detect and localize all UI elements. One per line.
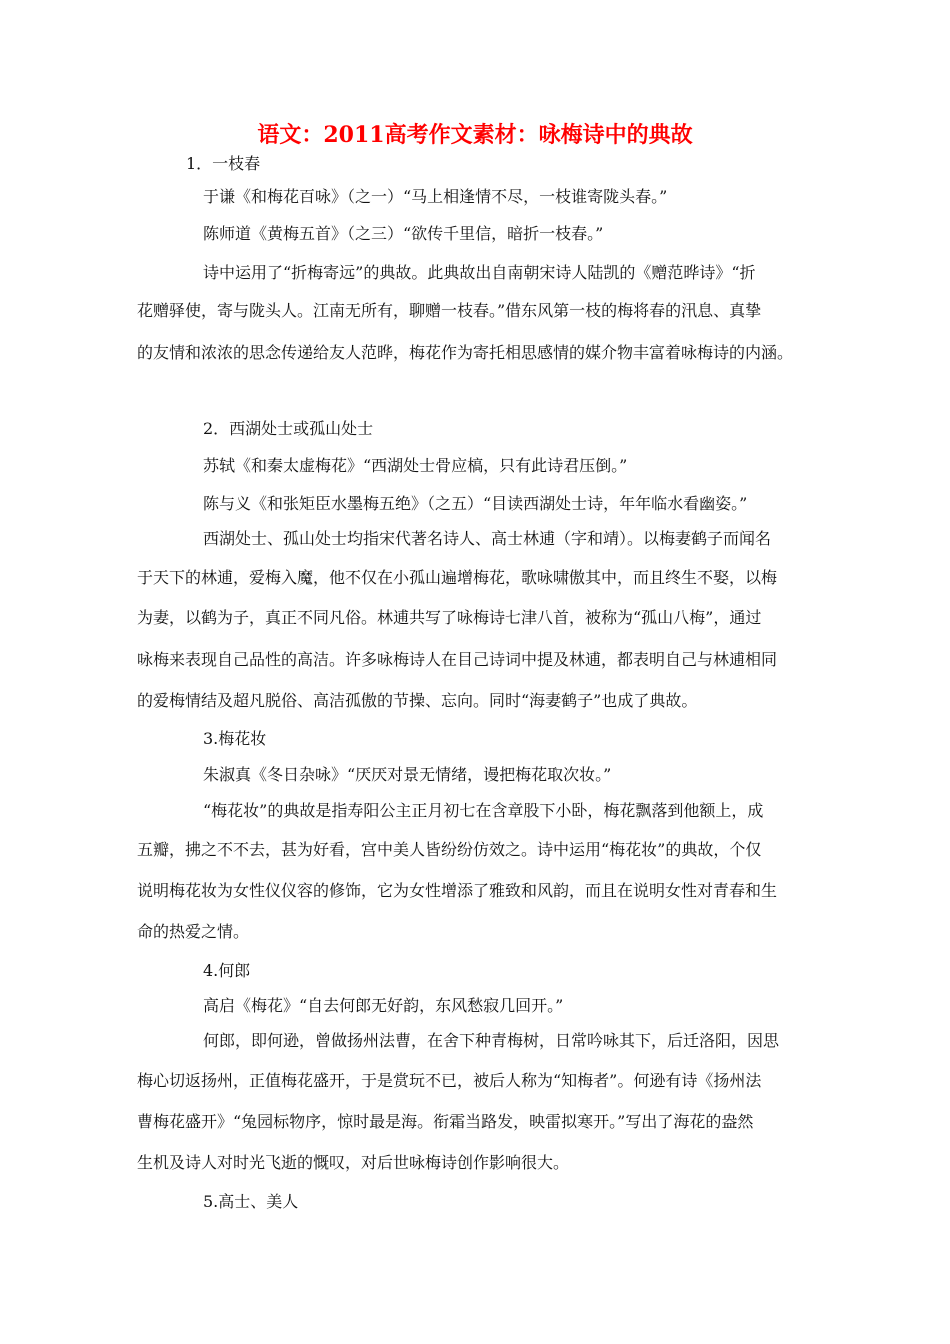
section-heading: 1．一枝春 <box>186 154 261 173</box>
explanation-line: 梅心切返扬州，正值梅花盛开，于是赏玩不已，被后人称为“知梅者”。何逊有诗《扬州法 <box>137 1071 762 1090</box>
explanation-line: 五瓣，拂之不不去，甚为好看，宫中美人皆纷纷仿效之。诗中运用“梅花妆”的典故，个仅 <box>137 840 762 859</box>
explanation-line: 生机及诗人对时光飞逝的慨叹，对后世咏梅诗创作影响很大。 <box>137 1153 570 1172</box>
section-heading: 5.高士、美人 <box>203 1192 299 1211</box>
explanation-line: 命的热爱之情。 <box>137 922 250 941</box>
poem-quote: 陈与义《和张矩臣水墨梅五绝》（之五）“目读西湖处士诗，年年临水看幽姿。” <box>203 494 748 513</box>
section-heading: 4.何郎 <box>203 961 251 980</box>
explanation-line: 花赠驿使，寄与陇头人。江南无所有，聊赠一枝春。”借东风第一枝的梅将春的汛息、真挚 <box>137 301 762 320</box>
poem-quote: 朱淑真《冬日杂咏》“厌厌对景无情绪，谩把梅花取次妆。” <box>203 765 612 784</box>
explanation-line: 说明梅花妆为女性仪仪容的修饰，它为女性增添了雅致和风韵，而且在说明女性对青春和生 <box>137 881 778 900</box>
explanation-line: 咏梅来表现自己品性的高洁。许多咏梅诗人在目己诗词中提及林逋，都表明自己与林逋相同 <box>137 650 778 669</box>
explanation-line: 的友情和浓浓的思念传递给友人范晔，梅花作为寄托相思感情的媒介物丰富着咏梅诗的内涵。 <box>137 343 794 362</box>
explanation-line: 诗中运用了“折梅寄远”的典故。此典故出自南朝宋诗人陆凯的《赠范晔诗》“折 <box>203 263 756 282</box>
explanation-line: 为妻，以鹤为子，真正不同凡俗。林逋共写了咏梅诗七津八首，被称为“孤山八梅”，通过 <box>137 608 762 627</box>
document-title: 语文：2011高考作文素材：咏梅诗中的典故 <box>257 122 693 148</box>
explanation-line: 何郎，即何逊，曾做扬州法曹，在舍下种青梅树，日常吟咏其下，后迁洛阳，因思 <box>203 1031 780 1050</box>
poem-quote: 高启《梅花》“自去何郎无好韵，东风愁寂几回开。” <box>203 996 564 1015</box>
explanation-line: 曹梅花盛开》“兔园标物序，惊时最是海。衔霜当路发，映雷拟寒开。”写出了海花的盎然 <box>137 1112 754 1131</box>
explanation-line: 的爱梅情结及超凡脱俗、高洁孤傲的节操、忘向。同时“海妻鹤子”也成了典故。 <box>137 691 698 710</box>
section-heading: 2．西湖处士或孤山处士 <box>203 419 374 438</box>
poem-quote: 于谦《和梅花百咏》（之一）“马上相逢情不尽，一枝谁寄陇头春。” <box>203 187 668 206</box>
section-heading: 3.梅花妆 <box>203 729 267 748</box>
poem-quote: 陈师道《黄梅五首》（之三）“欲传千里信，暗折一枝春。” <box>203 224 604 243</box>
explanation-line: 西湖处士、孤山处士均指宋代著名诗人、高士林逋（字和靖）。以梅妻鹤子而闻名 <box>203 529 772 548</box>
explanation-line: “梅花妆”的典故是指寿阳公主正月初七在含章股下小卧，梅花飘落到他额上，成 <box>203 801 764 820</box>
poem-quote: 苏轼《和秦太虚梅花》“西湖处士骨应槁，只有此诗君压倒。” <box>203 456 628 475</box>
explanation-line: 于天下的林逋，爱梅入魔，他不仅在小孤山遍增梅花，歌咏啸傲其中，而且终生不娶，以梅 <box>137 568 778 587</box>
